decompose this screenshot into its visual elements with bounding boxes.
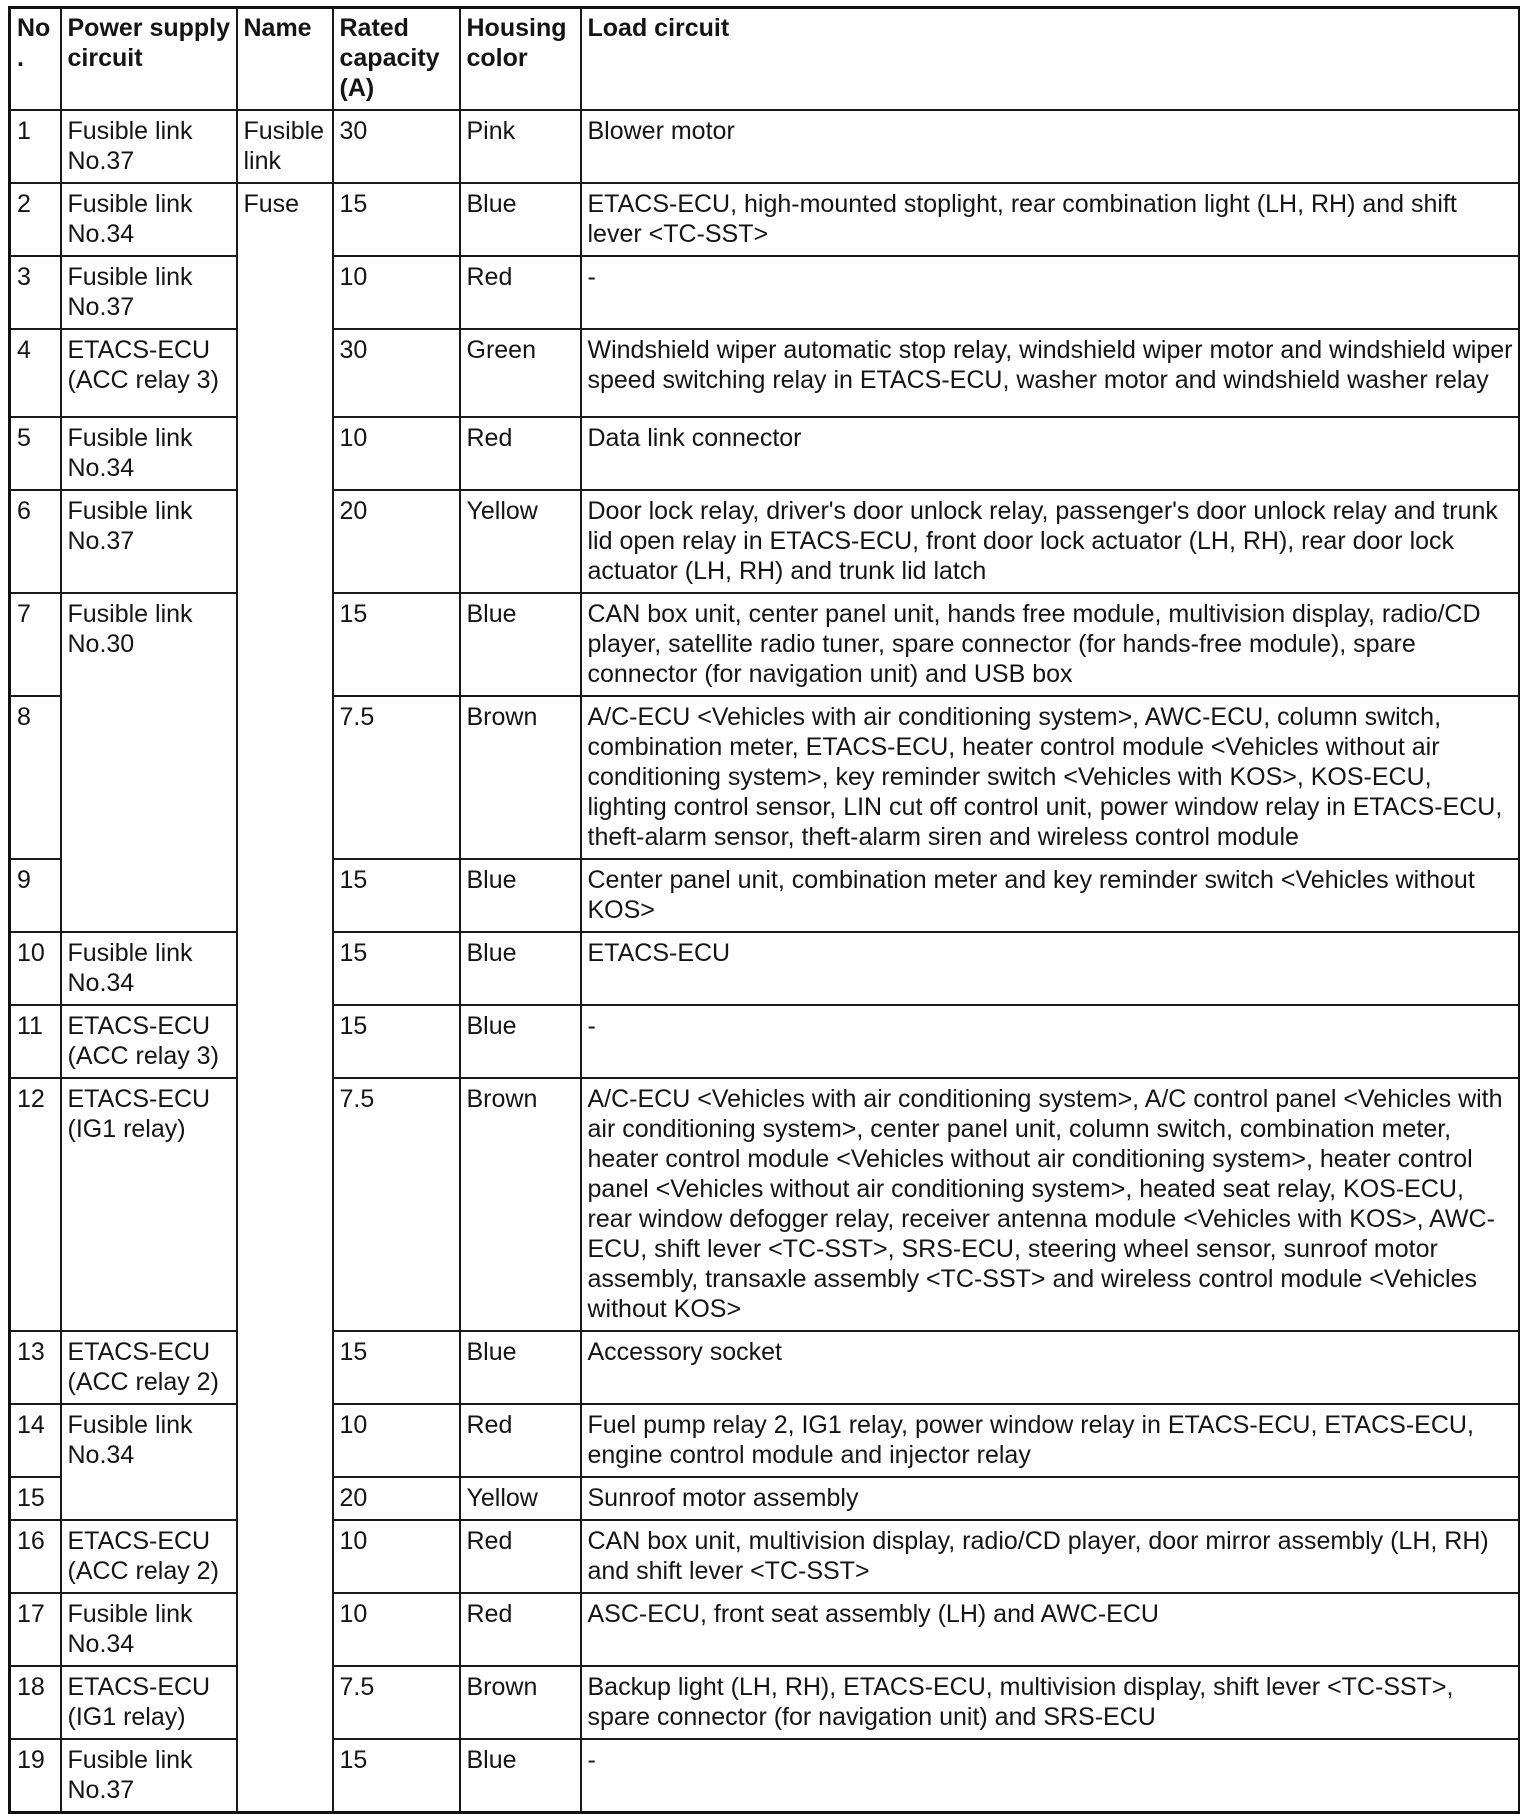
cell-color: Blue (460, 1005, 581, 1078)
cell-capacity: 10 (333, 417, 460, 490)
table-row (10, 1666, 1520, 1739)
cell-no: 19 (10, 1739, 61, 1813)
cell-power-supply: ETACS-ECU (ACC relay 3) (61, 1005, 237, 1078)
cell-color: Red (460, 1593, 581, 1666)
header-no: No. (10, 8, 61, 111)
table-row (10, 490, 1520, 593)
cell-power-supply: Fusible link No.37 (61, 1739, 237, 1813)
cell-load: CAN box unit, multivision display, radio/CD player, door mirror assembly (LH, RH) and shift lever <TC-SST> (581, 1520, 1520, 1593)
cell-no: 18 (10, 1666, 61, 1739)
cell-color: Blue (460, 593, 581, 696)
table-row (10, 1520, 1520, 1593)
cell-color: Red (460, 1520, 581, 1593)
cell-no: 4 (10, 329, 61, 417)
header-rated-capacity: Rated capacity (A) (333, 8, 460, 111)
cell-no: 14 (10, 1404, 61, 1477)
cell-capacity: 10 (333, 1520, 460, 1593)
table-row (10, 1078, 1520, 1331)
table-row (10, 932, 1520, 1005)
cell-load: Data link connector (581, 417, 1520, 490)
cell-no: 1 (10, 110, 61, 183)
cell-capacity: 30 (333, 110, 460, 183)
cell-power-supply: ETACS-ECU (ACC relay 3) (61, 329, 237, 417)
cell-color: Pink (460, 110, 581, 183)
cell-load: ASC-ECU, front seat assembly (LH) and AWC-ECU (581, 1593, 1520, 1666)
cell-no: 17 (10, 1593, 61, 1666)
cell-capacity: 20 (333, 490, 460, 593)
cell-no: 15 (10, 1477, 61, 1520)
header-load-circuit: Load circuit (581, 8, 1520, 111)
cell-color: Brown (460, 696, 581, 859)
cell-load: Door lock relay, driver's door unlock relay, passenger's door unlock relay and trunk lid open relay in ETACS-ECU, front door lock actuator (LH, RH), rear door lock actuator (LH, RH) and trunk lid latch (581, 490, 1520, 593)
cell-load: A/C-ECU <Vehicles with air conditioning system>, AWC-ECU, column switch, combination meter, ETACS-ECU, heater control module <Vehicles without air conditioning system>, key reminder switch <Vehicles with KOS>, KOS-ECU, lighting control sensor, LIN cut off control unit, power window relay in ETACS-ECU, theft-alarm sensor, theft-alarm siren and wireless control module (581, 696, 1520, 859)
cell-color: Red (460, 417, 581, 490)
cell-load: - (581, 256, 1520, 329)
cell-capacity: 7.5 (333, 1078, 460, 1331)
cell-load: ETACS-ECU, high-mounted stoplight, rear combination light (LH, RH) and shift lever <TC-SST> (581, 183, 1520, 256)
cell-power-supply: Fusible link No.34 (61, 932, 237, 1005)
cell-color: Brown (460, 1666, 581, 1739)
cell-power-supply: Fusible link No.30 (61, 593, 237, 932)
cell-power-supply: Fusible link No.37 (61, 490, 237, 593)
cell-load: A/C-ECU <Vehicles with air conditioning system>, A/C control panel <Vehicles with air conditioning system>, center panel unit, column switch, combination meter, heater control module <Vehicles without air conditioning system>, heater control panel <Vehicles without air conditioning system>, heated seat relay, KOS-ECU, rear window defogger relay, receiver antenna module <Vehicles with KOS>, AWC-ECU, shift lever <TC-SST>, SRS-ECU, steering wheel sensor, sunroof motor assembly, transaxle assembly <TC-SST> and wireless control module <Vehicles without KOS> (581, 1078, 1520, 1331)
cell-load: Windshield wiper automatic stop relay, windshield wiper motor and windshield wiper speed switching relay in ETACS-ECU, washer motor and windshield washer relay (581, 329, 1520, 417)
cell-power-supply: Fusible link No.34 (61, 417, 237, 490)
cell-capacity: 10 (333, 1593, 460, 1666)
table-row (10, 1593, 1520, 1666)
cell-load: Sunroof motor assembly (581, 1477, 1520, 1520)
cell-color: Red (460, 256, 581, 329)
table-row (10, 1005, 1520, 1078)
cell-no: 6 (10, 490, 61, 593)
cell-color: Yellow (460, 1477, 581, 1520)
cell-capacity: 7.5 (333, 1666, 460, 1739)
cell-color: Blue (460, 859, 581, 932)
cell-no: 10 (10, 932, 61, 1005)
cell-load: - (581, 1005, 1520, 1078)
cell-no: 2 (10, 183, 61, 256)
cell-capacity: 15 (333, 183, 460, 256)
cell-no: 3 (10, 256, 61, 329)
cell-capacity: 10 (333, 1404, 460, 1477)
header-power-supply: Power supply circuit (61, 8, 237, 111)
cell-color: Blue (460, 1739, 581, 1813)
cell-power-supply: Fusible link No.34 (61, 183, 237, 256)
cell-capacity: 10 (333, 256, 460, 329)
cell-capacity: 15 (333, 1739, 460, 1813)
table-row (10, 329, 1520, 417)
cell-color: Blue (460, 1331, 581, 1404)
header-name: Name (237, 8, 333, 111)
header-housing-color: Housing color (460, 8, 581, 111)
cell-color: Brown (460, 1078, 581, 1331)
cell-capacity: 30 (333, 329, 460, 417)
cell-load: CAN box unit, center panel unit, hands free module, multivision display, radio/CD player, satellite radio tuner, spare connector (for hands-free module), spare connector (for navigation unit) and USB box (581, 593, 1520, 696)
cell-power-supply: ETACS-ECU (IG1 relay) (61, 1666, 237, 1739)
cell-load: ETACS-ECU (581, 932, 1520, 1005)
cell-no: 16 (10, 1520, 61, 1593)
cell-no: 12 (10, 1078, 61, 1331)
cell-name-fuse: Fuse (237, 183, 333, 1813)
cell-color: Blue (460, 183, 581, 256)
table-row (10, 256, 1520, 329)
cell-color: Blue (460, 932, 581, 1005)
cell-no: 11 (10, 1005, 61, 1078)
cell-load: Fuel pump relay 2, IG1 relay, power window relay in ETACS-ECU, ETACS-ECU, engine control module and injector relay (581, 1404, 1520, 1477)
cell-power-supply: ETACS-ECU (ACC relay 2) (61, 1520, 237, 1593)
cell-capacity: 15 (333, 593, 460, 696)
cell-power-supply: ETACS-ECU (IG1 relay) (61, 1078, 237, 1331)
cell-power-supply: Fusible link No.37 (61, 110, 237, 183)
cell-load: Accessory socket (581, 1331, 1520, 1404)
table-row (10, 593, 1520, 696)
cell-color: Red (460, 1404, 581, 1477)
cell-power-supply: Fusible link No.37 (61, 256, 237, 329)
cell-power-supply: ETACS-ECU (ACC relay 2) (61, 1331, 237, 1404)
cell-capacity: 15 (333, 1005, 460, 1078)
cell-no: 9 (10, 859, 61, 932)
table-row (10, 110, 1520, 183)
cell-load: Blower motor (581, 110, 1520, 183)
cell-color: Yellow (460, 490, 581, 593)
fuse-table (8, 6, 1520, 1814)
cell-power-supply: Fusible link No.34 (61, 1404, 237, 1520)
cell-power-supply: Fusible link No.34 (61, 1593, 237, 1666)
table-row (10, 1739, 1520, 1813)
cell-capacity: 15 (333, 1331, 460, 1404)
cell-no: 8 (10, 696, 61, 859)
table-row (10, 183, 1520, 256)
cell-load: Backup light (LH, RH), ETACS-ECU, multivision display, shift lever <TC-SST>, spare connector (for navigation unit) and SRS-ECU (581, 1666, 1520, 1739)
table-row (10, 1331, 1520, 1404)
table-row (10, 1404, 1520, 1477)
table-header-row (10, 8, 1520, 111)
cell-no: 13 (10, 1331, 61, 1404)
cell-no: 5 (10, 417, 61, 490)
cell-capacity: 15 (333, 932, 460, 1005)
cell-capacity: 7.5 (333, 696, 460, 859)
cell-no: 7 (10, 593, 61, 696)
cell-load: Center panel unit, combination meter and key reminder switch <Vehicles without KOS> (581, 859, 1520, 932)
cell-capacity: 20 (333, 1477, 460, 1520)
cell-name-fusible-link: Fusible link (237, 110, 333, 183)
cell-color: Green (460, 329, 581, 417)
cell-load: - (581, 1739, 1520, 1813)
cell-capacity: 15 (333, 859, 460, 932)
table-row (10, 417, 1520, 490)
